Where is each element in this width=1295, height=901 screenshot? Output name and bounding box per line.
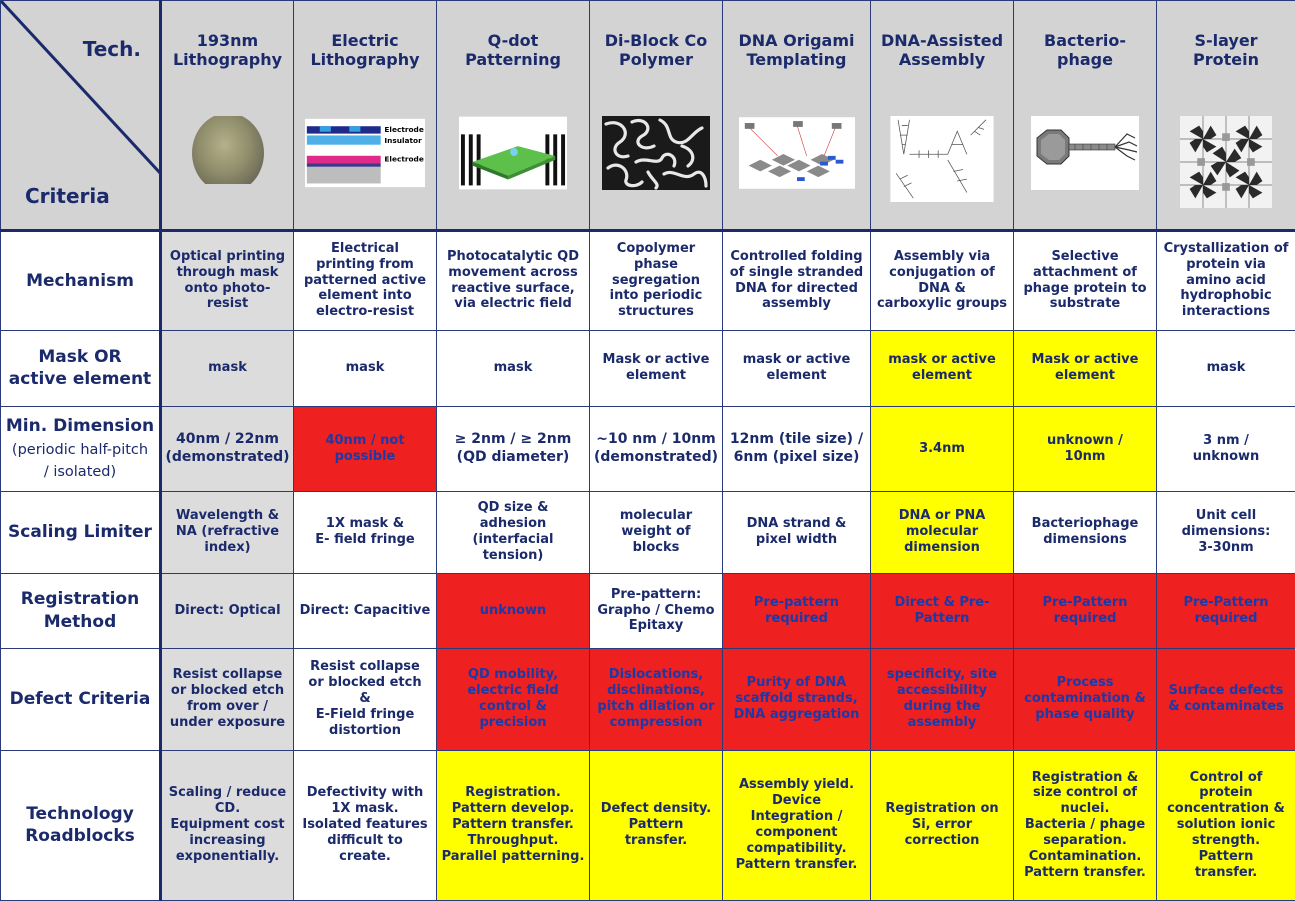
tech-header-electric-lithography [294,1,437,231]
cell-mechanism-6: Assembly via conjugation of DNA & carboxylic groups [871,230,1014,330]
cell-min-dimension-7: unknown / 10nm [1014,406,1157,491]
criterion-label [1,406,161,491]
criteria-axis-label: Criteria [25,184,110,208]
electrode-label-bottom: Electrode [384,154,423,163]
criterion-name: Scaling Limiter [8,522,152,542]
tech-header-diblock [590,1,723,231]
tech-name: S-layer Protein [1160,31,1292,93]
cell-scaling-limiter-2: 1X mask & E- field fringe [294,491,437,573]
cell-mechanism-5: Controlled folding of single stranded DNA for directed assembly [723,230,871,330]
criterion-subtitle: (periodic half-pitch / isolated) [12,442,148,480]
cell-registration-method-8: Pre-Pattern required [1157,573,1295,648]
row-mechanism [1,230,1295,330]
cell-min-dimension-6: 3.4nm [871,406,1014,491]
row-registration-method [1,573,1295,648]
tech-header-dna-assisted [871,1,1014,231]
cell-mechanism-2: Electrical printing from patterned active element into electro-resist [294,230,437,330]
criterion-name: Min. Dimension [6,416,154,436]
cell-min-dimension-1: 40nm / 22nm (demonstrated) [161,406,294,491]
cell-defect-criteria-1: Resist collapse or blocked etch from over / under exposure [161,648,294,750]
cell-scaling-limiter-5: DNA strand & pixel width [723,491,871,573]
tech-name: Q-dot Patterning [440,31,586,93]
dna-assembly-diagram [888,116,996,202]
cell-technology-roadblocks-6: Registration on Si, error correction [871,750,1014,900]
tech-header-slayer [1157,1,1295,231]
tech-name: Di-Block Co Polymer [593,31,719,93]
cell-min-dimension-8: 3 nm / unknown [1157,406,1295,491]
cell-mask-or-active-element-5: mask or active element [723,330,871,406]
cell-mask-or-active-element-6: mask or active element [871,330,1014,406]
criterion-name: Mechanism [26,271,134,291]
insulator-label: Insulator [384,136,422,145]
criterion-name: Registration Method [21,589,139,631]
cell-registration-method-7: Pre-Pattern required [1014,573,1157,648]
criterion-name: Mask OR active element [9,347,151,389]
tech-header-193nm [161,1,294,231]
cell-mask-or-active-element-7: Mask or active element [1014,330,1157,406]
cell-defect-criteria-3: QD mobility, electric field control & precision [437,648,590,750]
row-defect-criteria [1,648,1295,750]
qdot-setup-diagram [459,116,567,190]
row-technology-roadblocks [1,750,1295,900]
cell-defect-criteria-8: Surface defects & contaminates [1157,648,1295,750]
cell-mechanism-7: Selective attachment of phage protein to substrate [1014,230,1157,330]
cell-technology-roadblocks-5: Assembly yield. Device Integration / component compatibility. Pattern transfer. [723,750,871,900]
bacteriophage-image [1031,116,1139,190]
cell-technology-roadblocks-7: Registration & size control of nuclei. Bacteria / phage separation. Contamination. Pattern transfer. [1014,750,1157,900]
tech-name: DNA Origami Templating [726,31,867,93]
criterion-label [1,750,161,900]
tech-name: Bacterio- phage [1017,31,1153,93]
cell-defect-criteria-5: Purity of DNA scaffold strands, DNA aggregation [723,648,871,750]
cell-technology-roadblocks-8: Control of protein concentration & solution ionic strength. Pattern transfer. [1157,750,1295,900]
cell-scaling-limiter-7: Bacteriophage dimensions [1014,491,1157,573]
cell-registration-method-2: Direct: Capacitive [294,573,437,648]
tech-header-bacteriophage [1014,1,1157,231]
criterion-name: Defect Criteria [10,689,151,709]
header-row [1,1,1295,231]
cell-defect-criteria-7: Process contamination & phase quality [1014,648,1157,750]
criterion-label [1,230,161,330]
cell-technology-roadblocks-1: Scaling / reduce CD. Equipment cost increasing exponentially. [161,750,294,900]
criteria-rows [1,230,1295,900]
criterion-label [1,330,161,406]
tech-name: 193nm Lithography [165,31,290,93]
row-min-dimension [1,406,1295,491]
cell-registration-method-4: Pre-pattern: Grapho / Chemo Epitaxy [590,573,723,648]
cell-mechanism-4: Copolymer phase segregation into periodic structures [590,230,723,330]
cell-scaling-limiter-4: molecular weight of blocks [590,491,723,573]
tech-header-qdot [437,1,590,231]
electrode-stack-diagram [305,116,425,190]
cell-technology-roadblocks-3: Registration. Pattern develop. Pattern transfer. Throughput. Parallel patterning. [437,750,590,900]
cell-registration-method-1: Direct: Optical [161,573,294,648]
cell-mask-or-active-element-3: mask [437,330,590,406]
cell-min-dimension-2: 40nm / not possible [294,406,437,491]
cell-mask-or-active-element-4: Mask or active element [590,330,723,406]
cell-min-dimension-4: ~10 nm / 10nm (demonstrated) [590,406,723,491]
criterion-name: Technology Roadblocks [25,804,135,846]
cell-mask-or-active-element-2: mask [294,330,437,406]
corner-diagonal [1,1,161,174]
row-scaling-limiter [1,491,1295,573]
cell-technology-roadblocks-2: Defectivity with 1X mask. Isolated features difficult to create. [294,750,437,900]
cell-scaling-limiter-6: DNA or PNA molecular dimension [871,491,1014,573]
cell-min-dimension-5: 12nm (tile size) / 6nm (pixel size) [723,406,871,491]
dna-origami-diagram [739,116,855,190]
tech-axis-label: Tech. [83,37,141,61]
criterion-label [1,491,161,573]
tech-name: DNA-Assisted Assembly [874,31,1010,93]
tech-header-dna-origami [723,1,871,231]
cell-technology-roadblocks-4: Defect density. Pattern transfer. [590,750,723,900]
tech-name: Electric Lithography [297,31,433,93]
row-mask-or-active-element [1,330,1295,406]
cell-scaling-limiter-1: Wavelength & NA (refractive index) [161,491,294,573]
cell-defect-criteria-2: Resist collapse or blocked etch & E-Field fringe distortion [294,648,437,750]
cell-registration-method-6: Direct & Pre- Pattern [871,573,1014,648]
corner-cell [1,1,161,231]
cell-defect-criteria-6: specificity, site accessibility during the assembly [871,648,1014,750]
cell-mask-or-active-element-8: mask [1157,330,1295,406]
cell-scaling-limiter-8: Unit cell dimensions: 3-30nm [1157,491,1295,573]
cell-mechanism-1: Optical printing through mask onto photo- resist [161,230,294,330]
cell-min-dimension-3: ≥ 2nm / ≥ 2nm (QD diameter) [437,406,590,491]
cell-registration-method-3: unknown [437,573,590,648]
slayer-lattice-image [1179,116,1273,208]
copolymer-pattern-image [602,116,710,190]
cell-defect-criteria-4: Dislocations, disclinations, pitch dilation or compression [590,648,723,750]
cell-mechanism-8: Crystallization of protein via amino acid hydrophobic interactions [1157,230,1295,330]
cell-scaling-limiter-3: QD size & adhesion (interfacial tension) [437,491,590,573]
criterion-label [1,648,161,750]
wafer-image [174,116,282,190]
electrode-label-top: Electrode [384,125,423,134]
cell-mask-or-active-element-1: mask [161,330,294,406]
cell-registration-method-5: Pre-pattern required [723,573,871,648]
criterion-label [1,573,161,648]
cell-mechanism-3: Photocatalytic QD movement across reactive surface, via electric field [437,230,590,330]
